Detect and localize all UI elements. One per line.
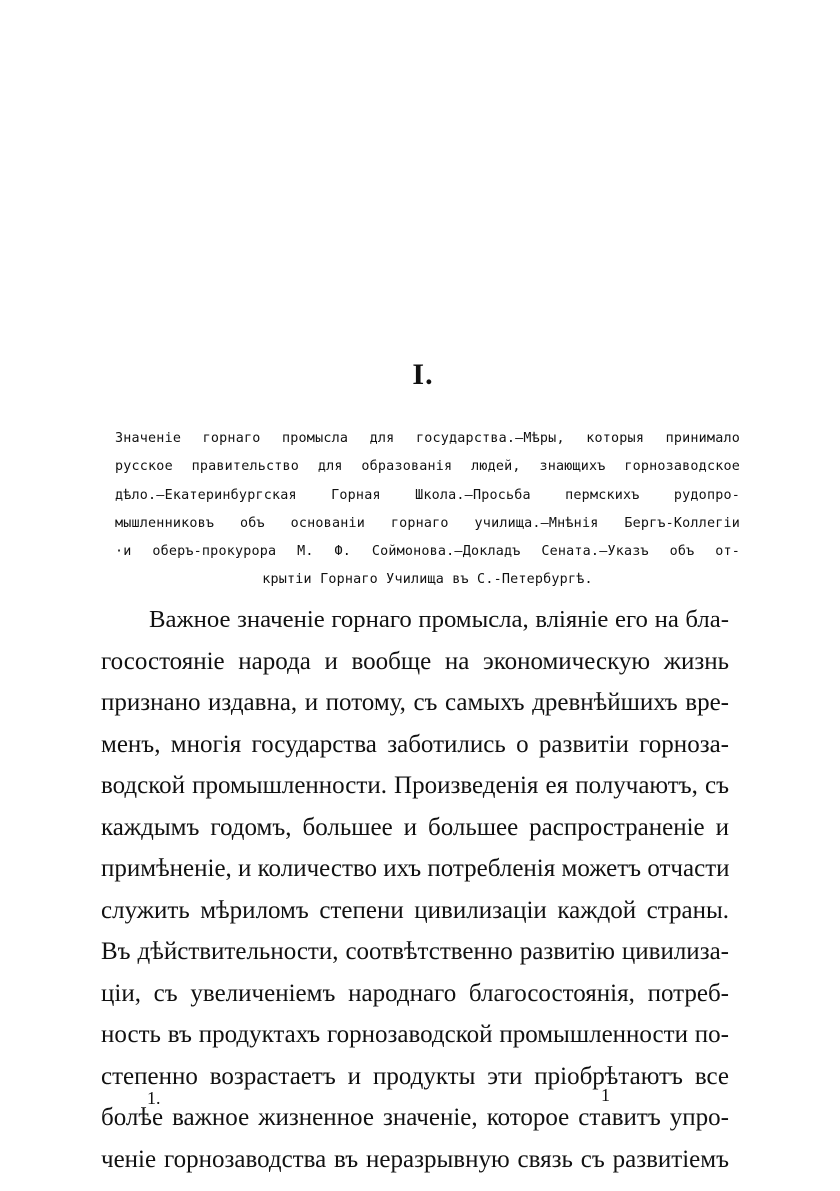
- body-line: водской промышленности. Произведенія ея получаютъ, съ: [101, 772, 729, 799]
- body-line: Въ дѣйствительности, соотвѣтственно развитію цивилиза-: [101, 938, 729, 965]
- body-line: менъ, многія государства заботились о развитіи горноза-: [101, 730, 729, 758]
- page-number: 1: [601, 1085, 610, 1105]
- body-line: служить мѣриломъ степени цивилизаціи каждой страны.: [101, 896, 729, 924]
- body-paragraph: [101, 599, 729, 1180]
- body-line: признано издавна, и потому, съ самыхъ древнѣйшихъ вре-: [101, 689, 729, 716]
- summary-line: крытіи Горнаго Училища въ С.-Петербургѣ.: [262, 572, 593, 588]
- chapter-numeral: I.: [412, 358, 434, 391]
- body-line: примѣненіе, и количество ихъ потребленія можетъ отчасти: [101, 855, 730, 882]
- body-line: госостояніе народа и вообще на экономическую жизнь: [101, 647, 729, 675]
- summary-line: ·и оберъ-прокурора М. Ф. Соймонова.—Докладъ Сената.—Указъ объ от-: [115, 544, 740, 560]
- summary-line: мышленниковъ объ основаніи горнаго училища.—Мнѣнія Бергъ-Коллегіи: [115, 515, 740, 531]
- summary-line: Значеніе горнаго промысла для государства.—Мѣры, которыя принимало: [115, 431, 740, 446]
- summary-line: дѣло.—Екатеринбургская Горная Школа.—Просьба пермскихъ рудопро-: [115, 487, 740, 503]
- body-line: степенно возрастаетъ и продукты эти пріобрѣтаютъ все: [101, 1062, 729, 1090]
- summary-line: русское правительство для образованія людей, знающихъ горнозаводское: [115, 459, 740, 475]
- chapter-summary: [115, 425, 740, 595]
- body-line: ность въ продуктахъ горнозаводской промышленности по-: [101, 1021, 729, 1048]
- signature-mark: 1.: [147, 1088, 161, 1108]
- body-line: Важное значеніе горнаго промысла, вліяніе его на бла-: [149, 606, 729, 633]
- body-line: каждымъ годомъ, большее и большее распространеніе и: [101, 813, 729, 841]
- body-line: болѣе важное жизненное значеніе, которое ставитъ упро-: [101, 1104, 729, 1131]
- body-line: ченіе горнозаводства въ неразрывную связь съ развитіемъ: [101, 1145, 729, 1173]
- body-line: ціи, съ увеличеніемъ народнаго благосостоянія, потреб-: [101, 979, 729, 1007]
